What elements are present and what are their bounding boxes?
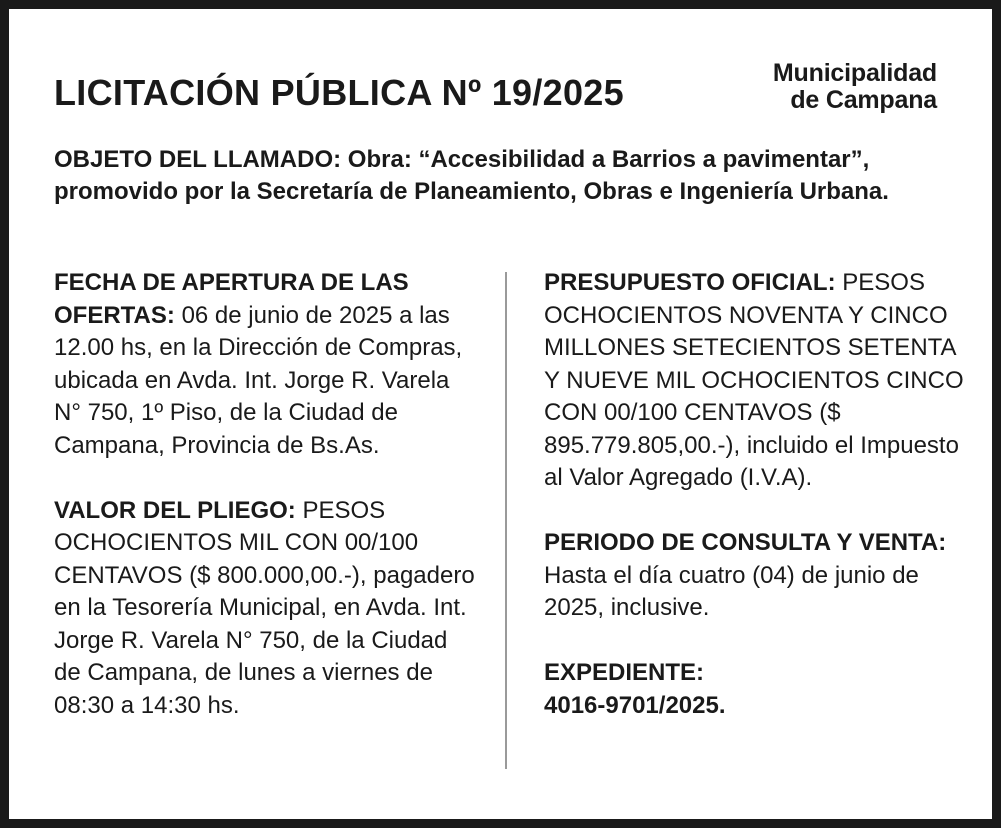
consulta-section	[544, 527, 969, 625]
logo-line-1: Municipalidad	[772, 59, 937, 87]
apertura-section	[54, 267, 479, 462]
presupuesto-section	[544, 267, 969, 495]
expediente-section	[544, 657, 969, 722]
consulta-label: PERIODO DE CONSULTA Y VENTA:	[544, 529, 947, 556]
municipality-logo	[773, 60, 937, 114]
presupuesto-label: PRESUPUESTO OFICIAL:	[544, 269, 836, 296]
consulta-text: Hasta el día cuatro (04) de junio de 2025, inclusive.	[544, 561, 919, 621]
pliego-label: VALOR DEL PLIEGO:	[54, 496, 296, 524]
column-divider	[505, 272, 507, 769]
presupuesto-text: PESOS OCHOCIENTOS NOVENTA Y CINCO MILLONES SETECIENTOS SETENTA Y NUEVE MIL OCHOCIENTOS CINCO CON 00/100 CENTAVOS ($ 895.779.805,00.-), incluido el Impuesto al Valor Agregado (I.V.A).	[544, 269, 964, 491]
right-column	[544, 267, 969, 755]
logo-line-2: de Campana	[790, 86, 937, 114]
expediente-label: EXPEDIENTE:	[544, 659, 705, 686]
expediente-number: 4016-9701/2025.	[544, 691, 726, 719]
left-column	[54, 267, 479, 755]
pliego-section	[54, 495, 479, 723]
pliego-text: PESOS OCHOCIENTOS MIL CON 00/100 CENTAVOS ($ 800.000,00.-), pagadero en la Tesorería Municipal, en Avda. Int. Jorge R. Varela N° 750, de la Ciudad de Campana, de lunes a viernes de 08:30 a 14:30 hs.	[54, 496, 475, 719]
objeto-text: Obra: “Accesibilidad a Barrios a pavimentar”, promovido por la Secretaría de Planeamiento, Obras e Ingeniería Urbana.	[54, 146, 889, 205]
notice-title: LICITACIÓN PÚBLICA Nº 19/2025	[54, 72, 624, 113]
apertura-label: FECHA DE APERTURA DE LAS OFERTAS:	[54, 269, 409, 329]
apertura-text: 06 de junio de 2025 a las 12.00 hs, en la Dirección de Compras, ubicada en Avda. Int. Jorge R. Varela N° 750, 1º Piso, de la Ciudad de Campana, Provincia de Bs.As.	[54, 301, 463, 459]
objeto-paragraph	[54, 144, 974, 208]
objeto-label: OBJETO DEL LLAMADO:	[54, 146, 342, 173]
